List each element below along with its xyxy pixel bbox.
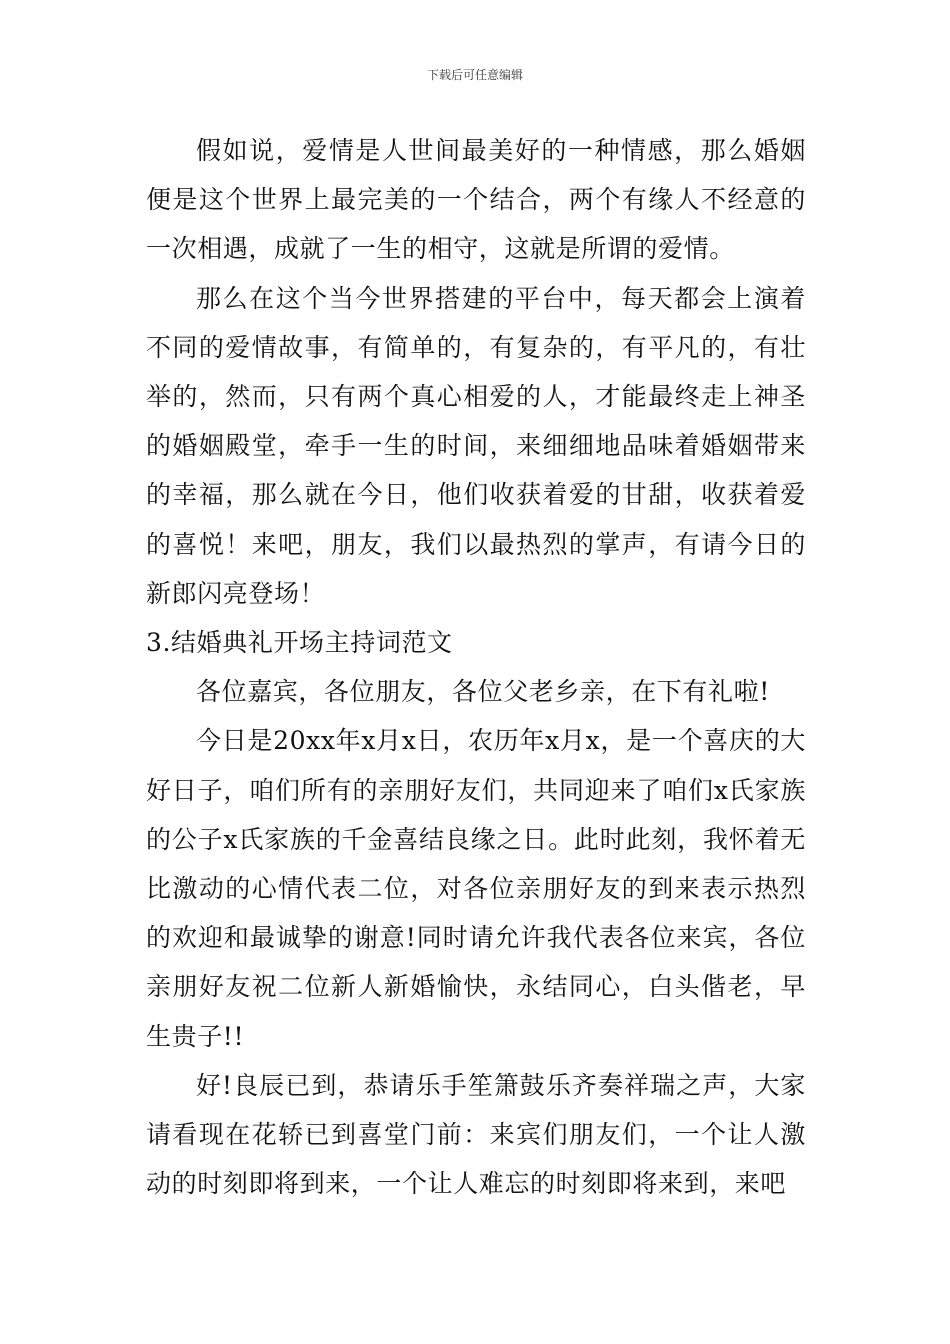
document-body (146, 126, 806, 1208)
paragraph: 好!良辰已到，恭请乐手笙箫鼓乐齐奏祥瑞之声，大家请看现在花轿已到喜堂门前：来宾们朋友们，一个让人激动的时刻即将到来，一个让人难忘的时刻即将来到，来吧 (146, 1070, 806, 1199)
paragraph: 今日是20xx年x月x日，农历年x月x，是一个喜庆的大好日子，咱们所有的亲朋好友们，共同迎来了咱们x氏家族的公子x氏家族的千金喜结良缘之日。此时此刻，我怀着无比激动的心情代表二位，对各位亲朋好友的到来表示热烈的欢迎和最诚挚的谢意!同时请允许我代表各位来宾，各位亲朋好友祝二位新人新婚愉快，永结同心，白头偕老，早生贵子!! (146, 726, 806, 1051)
paragraph: 假如说，爱情是人世间最美好的一种情感，那么婚姻便是这个世界上最完美的一个结合，两个有缘人不经意的一次相遇，成就了一生的相守，这就是所谓的爱情。 (146, 136, 806, 264)
paragraph: 各位嘉宾，各位朋友，各位父老乡亲，在下有礼啦! (196, 677, 770, 707)
page-header: 下载后可任意编辑 (426, 68, 523, 82)
paragraph: 那么在这个当今世界搭建的平台中，每天都会上演着不同的爱情故事，有简单的，有复杂的，有平凡的，有壮举的，然而，只有两个真心相爱的人，才能最终走上神圣的婚姻殿堂，牵手一生的时间，来细细地品味着婚姻带来的幸福，那么就在今日，他们收获着爱的甘甜，收获着爱的喜悦！来吧，朋友，我们以最热烈的掌声，有请今日的新郎闪亮登场！ (146, 283, 806, 608)
section-heading: 3.结婚典礼开场主持词范文 (146, 628, 453, 658)
